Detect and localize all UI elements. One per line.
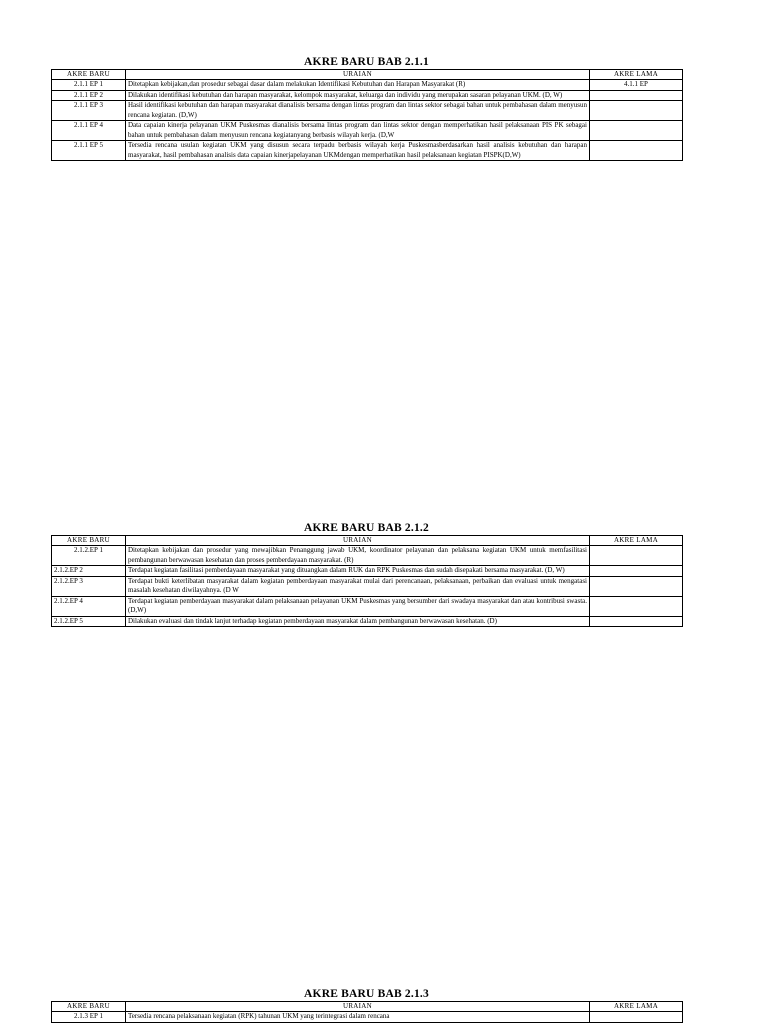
row-old-code (590, 90, 683, 101)
section-2-1-3 (51, 988, 682, 1023)
row-old-code (590, 546, 683, 566)
section-title: AKRE BARU BAB 2.1.3 (304, 988, 429, 1000)
requirements-table (51, 69, 683, 161)
table-row (52, 546, 683, 566)
row-text: Dilakukan evaluasi dan tindak lanjut terhadap kegiatan pemberdayaan masyarakat dalam pembangunan berwawasan kesehatan. (D) (126, 616, 590, 627)
row-text: Terdapat bukti keterlibatan masyarakat dalam kegiatan pemberdayaan masyarakat mulai dari perencanaan, pelaksanaan, perbaikan dan evaluasi untuk mengatasi masalah kesehatan diwilayahnya. (D W (126, 576, 590, 596)
row-code: 2.1.3 EP 1 (52, 1012, 126, 1023)
header-akre-baru: AKRE BARU (52, 1002, 126, 1012)
table-row (52, 576, 683, 596)
row-code: 2.1.1 EP 4 (52, 121, 126, 141)
requirements-table (51, 1001, 683, 1023)
row-old-code (590, 596, 683, 616)
table-header-row (52, 536, 683, 546)
row-code: 2.1.1 EP 5 (52, 141, 126, 161)
row-code: 2.1.1 EP 3 (52, 101, 126, 121)
table-row (52, 1012, 683, 1023)
header-uraian: URAIAN (126, 1002, 590, 1012)
header-akre-baru: AKRE BARU (52, 70, 126, 80)
row-text: Data capaian kinerja pelayanan UKM Puskesmas dianalisis bersama lintas program dan lintas sektor dengan memperhatikan hasil pelaksanaan PIS PK sebagai bahan untuk pembahasan dalam menyusun rencana kegiatanyang berbasis wilayah kerja. (D,W (126, 121, 590, 141)
row-old-code (590, 576, 683, 596)
row-code: 2.1.2.EP 5 (52, 616, 126, 627)
section-2-1-2 (51, 522, 682, 627)
row-code: 2.1.2.EP 3 (52, 576, 126, 596)
header-akre-baru: AKRE BARU (52, 536, 126, 546)
row-old-code (590, 141, 683, 161)
section-title: AKRE BARU BAB 2.1.2 (304, 522, 429, 534)
table-header-row (52, 1002, 683, 1012)
row-code: 2.1.1 EP 2 (52, 90, 126, 101)
row-old-code: 4.1.1 EP (590, 80, 683, 91)
row-text: Hasil identifikasi kebutuhan dan harapan masyarakat dianalisis bersama dengan lintas program dan lintas sektor sebagai bahan untuk pembahasan dalam menyusun rencana kegiatan. (D,W) (126, 101, 590, 121)
header-uraian: URAIAN (126, 536, 590, 546)
row-text: Tersedia rencana pelaksanaan kegiatan (RPK) tahunan UKM yang terintegrasi dalam rencana (126, 1012, 590, 1023)
requirements-table (51, 535, 683, 627)
table-row (52, 121, 683, 141)
table-row (52, 596, 683, 616)
row-text: Ditetapkan kebijakan,dan prosedur sebagai dasar dalam melakukan Identifikasi Kebutuhan dan Harapan Masyarakat (R) (126, 80, 590, 91)
row-old-code (590, 566, 683, 577)
row-text: Terdapat kegiatan fasilitasi pemberdayaan masyarakat yang dituangkan dalam RUK dan RPK Puskesmas dan sudah disepakati bersama masyarakat. (D, W) (126, 566, 590, 577)
row-code: 2.1.2.EP 2 (52, 566, 126, 577)
header-uraian: URAIAN (126, 70, 590, 80)
row-old-code (590, 121, 683, 141)
row-old-code (590, 1012, 683, 1023)
section-title: AKRE BARU BAB 2.1.1 (304, 56, 429, 68)
section-2-1-1 (51, 56, 682, 161)
header-akre-lama: AKRE LAMA (590, 1002, 683, 1012)
row-code: 2.1.2.EP 1 (52, 546, 126, 566)
row-text: Terdapat kegiatan pemberdayaan masyarakat dalam pelaksanaan pelayanan UKM Puskesmas yang bersumber dari swadaya masyarakat dan atau kontribusi swasta. (D,W) (126, 596, 590, 616)
header-akre-lama: AKRE LAMA (590, 70, 683, 80)
row-old-code (590, 101, 683, 121)
table-row (52, 141, 683, 161)
row-code: 2.1.1 EP 1 (52, 80, 126, 91)
table-row (52, 80, 683, 91)
header-akre-lama: AKRE LAMA (590, 536, 683, 546)
table-row (52, 90, 683, 101)
row-text: Ditetapkan kebijakan dan prosedur yang mewajibkan Penanggung jawab UKM, koordinator pelayanan dan pelaksana kegiatan UKM untuk memfasilitasi pembangunan berwawasan kesehatan dan proses pemberdayaan masyarakat. (R) (126, 546, 590, 566)
row-text: Dilakukan identifikasi kebutuhan dan harapan masyarakat, kelompok masyarakat, keluarga dan individu yang merupakan sasaran pelayanan UKM. (D, W) (126, 90, 590, 101)
table-row (52, 616, 683, 627)
table-row (52, 101, 683, 121)
row-old-code (590, 616, 683, 627)
table-header-row (52, 70, 683, 80)
row-text: Tersedia rencana usulan kegiatan UKM yang disusun secara terpadu berbasis wilayah kerja Puskesmasberdasarkan hasil analisis kebutuhan dan harapan masyarakat, hasil pembahasan analisis data capaian kinerjapelayanan UKMdengan memperhatikan hasil pelaksanaan kegiatan PISPK(D,W) (126, 141, 590, 161)
table-row (52, 566, 683, 577)
row-code: 2.1.2.EP 4 (52, 596, 126, 616)
